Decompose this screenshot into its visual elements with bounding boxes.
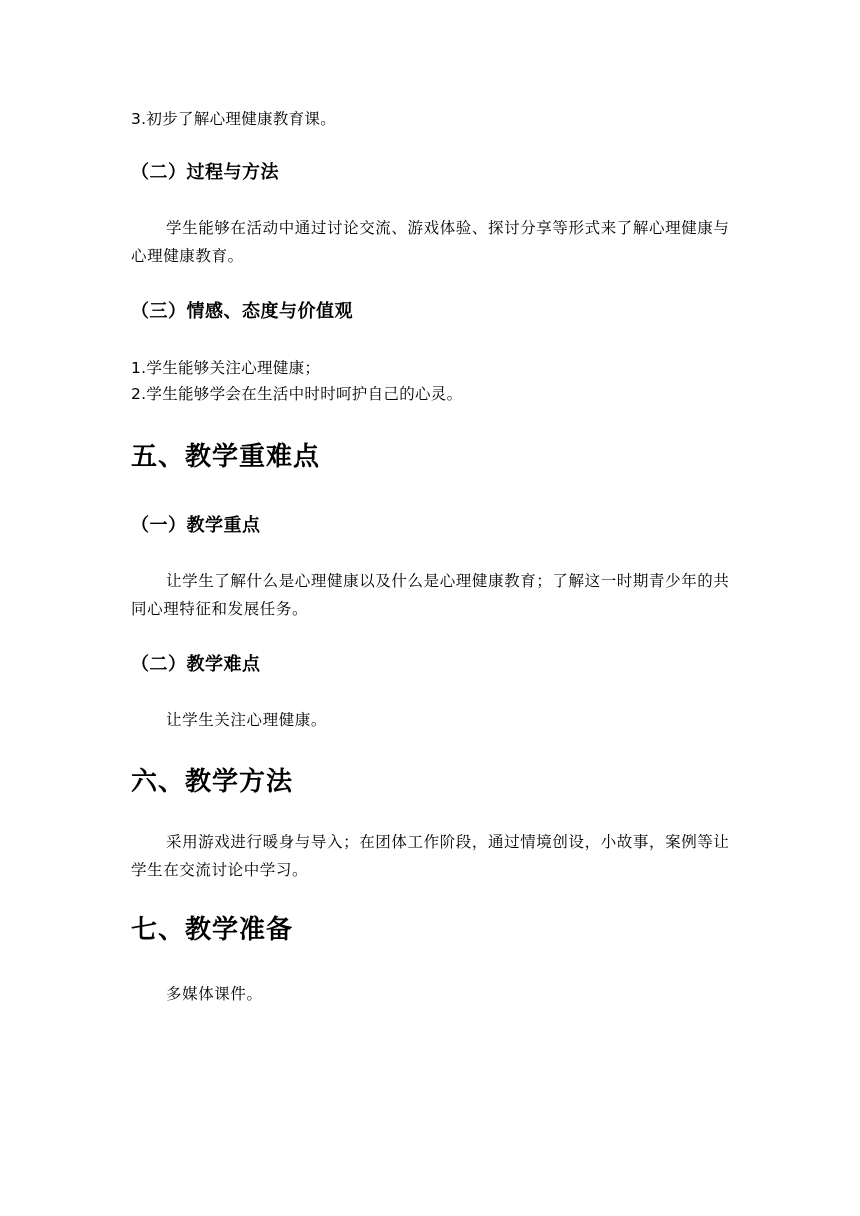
key-points-heading: （一）教学重点: [131, 515, 261, 536]
key-points-paragraph: 让学生了解什么是心理健康以及什么是心理健康教育；了解这一时期青少年的共同心理特征和发展任务。: [131, 572, 730, 618]
attitude-values-heading: （三）情感、态度与价值观: [131, 301, 353, 322]
process-method-paragraph: 学生能够在活动中通过讨论交流、游戏体验、探讨分享等形式来了解心理健康与心理健康教育。: [131, 219, 730, 265]
teaching-preparation-paragraph: 多媒体课件。: [166, 985, 263, 1003]
section-6-heading: 六、教学方法: [131, 767, 294, 797]
difficult-points-heading: （二）教学难点: [131, 654, 261, 675]
section-5-heading: 五、教学重难点: [131, 442, 321, 472]
objective-item-3: 3.初步了解心理健康教育课。: [131, 110, 336, 128]
attitude-item: 2.学生能够学会在生活中时时呵护自己的心灵。: [131, 385, 463, 403]
difficult-points-paragraph: 让学生关注心理健康。: [166, 711, 328, 729]
teaching-method-paragraph: 采用游戏进行暖身与导入；在团体工作阶段，通过情境创设，小故事，案例等让学生在交流讨论中学习。: [131, 833, 730, 879]
process-method-heading: （二）过程与方法: [131, 162, 279, 183]
section-7-heading: 七、教学准备: [131, 915, 294, 945]
attitude-list: [131, 355, 733, 407]
attitude-item: 1.学生能够关注心理健康；: [131, 359, 321, 377]
